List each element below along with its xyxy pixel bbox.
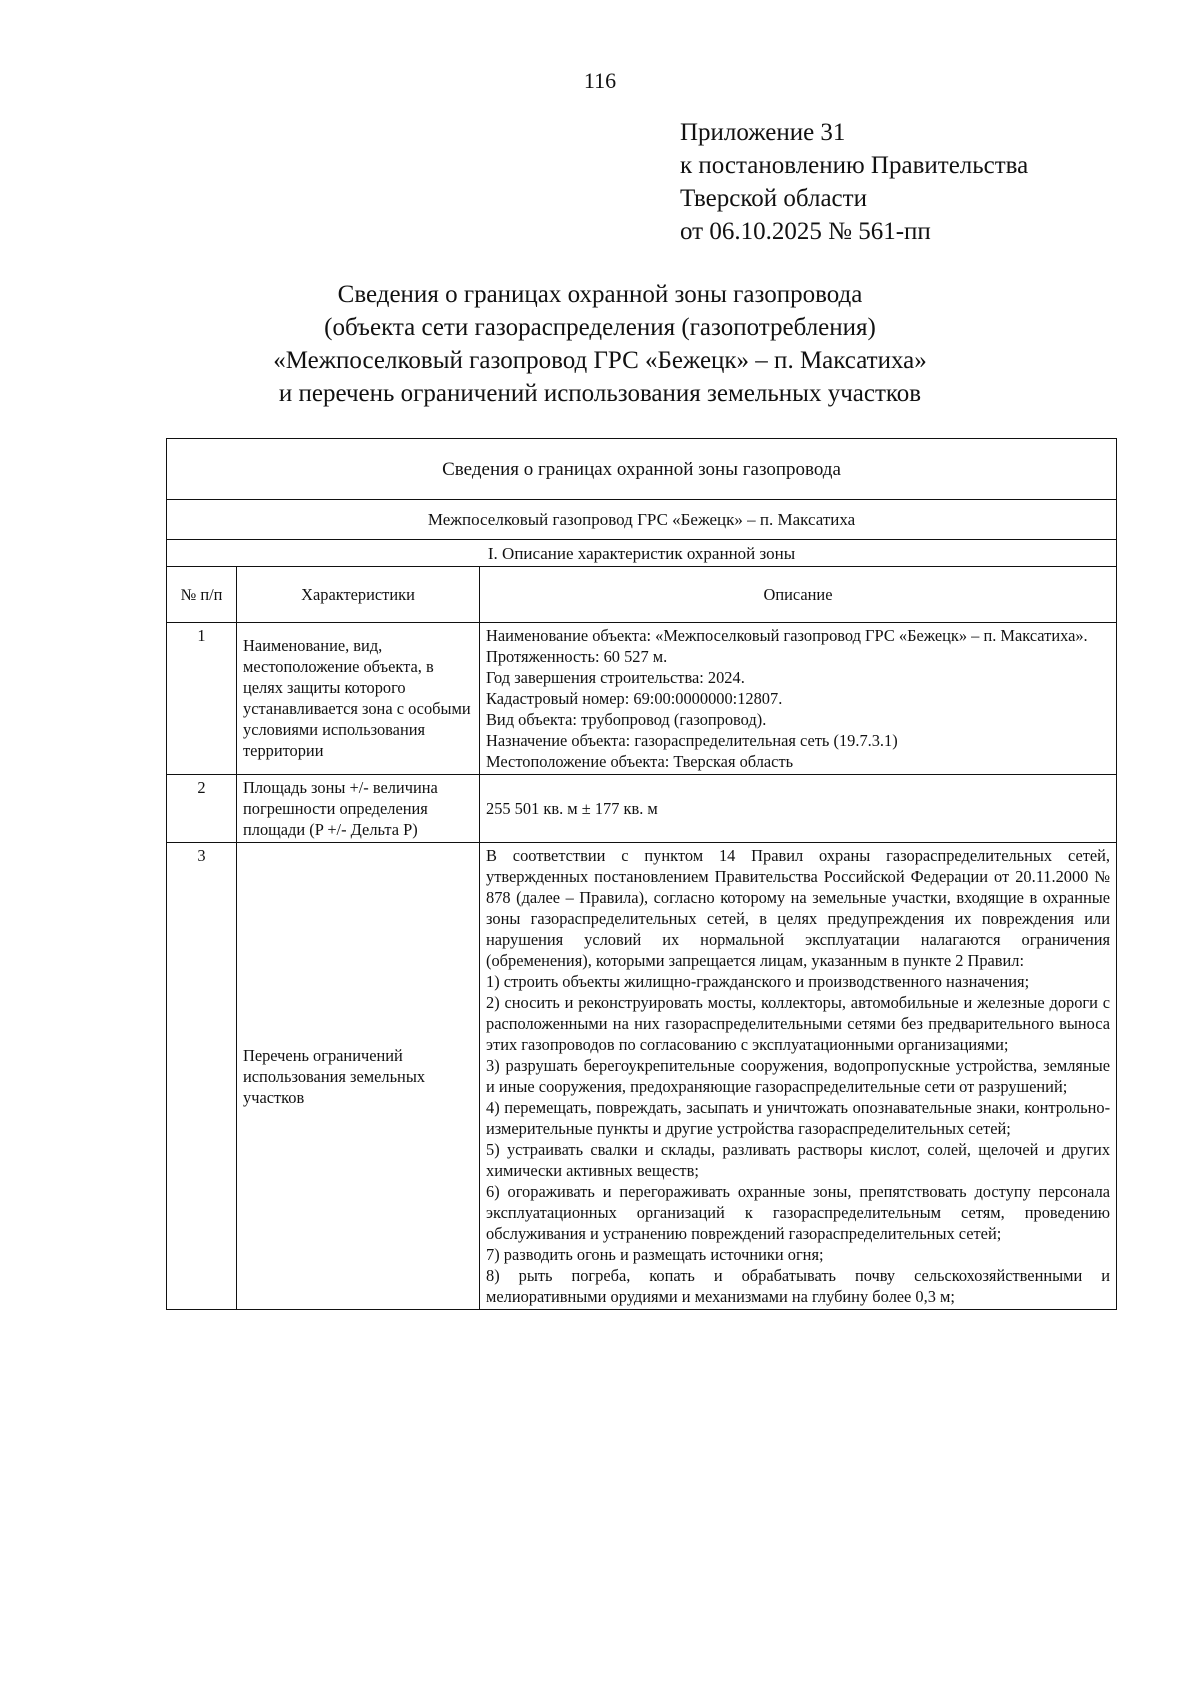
row-description (480, 623, 1117, 775)
description-paragraph: 2) сносить и реконструировать мосты, коллекторы, автомобильные и железные дороги с расположенными на них газораспределительными сетями без предварительного выноса этих газопроводов по согласованию с эксплуатационными организациями; (486, 993, 1111, 1054)
row-number: 2 (167, 775, 237, 843)
description-paragraph: 255 501 кв. м ± 177 кв. м (486, 799, 658, 818)
section-title: I. Описание характеристик охранной зоны (167, 540, 1117, 567)
title-line: Сведения о границах охранной зоны газопровода (337, 281, 863, 308)
table-row (167, 775, 1117, 843)
table-row (167, 623, 1117, 775)
description-paragraph: Год завершения строительства: 2024. (486, 668, 745, 687)
description-paragraph: Вид объекта: трубопровод (газопровод). (486, 710, 767, 729)
description-paragraph: Наименование объекта: «Межпоселковый газопровод ГРС «Бежецк» – п. Максатиха». (486, 626, 1088, 645)
page-number: 116 (583, 68, 617, 93)
column-header-number: № п/п (167, 567, 237, 623)
appendix-line: от 06.10.2025 № 561-пп (680, 218, 931, 245)
description-paragraph: Кадастровый номер: 69:00:0000000:12807. (486, 689, 783, 708)
description-paragraph: 4) перемещать, повреждать, засыпать и уничтожать опознавательные знаки, контрольно-измерительные пункты и другие устройства газораспределительных сетей; (486, 1098, 1111, 1138)
description-paragraph: В соответствии с пунктом 14 Правил охраны газораспределительных сетей, утвержденных постановлением Правительства Российской Федерации от 20.11.2000 № 878 (далее – Правила), согласно которому на земельные участки, входящие в охранные зоны газораспределительных сетей, в целях предупреждения их повреждения или нарушения условий их нормальной эксплуатации налагаются ограничения (обременения), которыми запрещается лицам, указанным в пункте 2 Правил: (486, 846, 1111, 970)
description-paragraph: Местоположение объекта: Тверская область (486, 752, 794, 771)
row-description (480, 843, 1117, 1310)
appendix-block (680, 116, 1028, 248)
description-paragraph: 8) рыть погреба, копать и обрабатывать почву сельскохозяйственными и мелиоративными орудиями и механизмами на глубину более 0,3 м; (486, 1266, 1111, 1306)
row-number: 1 (167, 623, 237, 775)
table-row (167, 843, 1117, 1310)
title-line: и перечень ограничений использования земельных участков (278, 380, 922, 407)
description-paragraph: Протяженность: 60 527 м. (486, 647, 668, 666)
column-header-description: Описание (480, 567, 1117, 623)
row-number: 3 (167, 843, 237, 1310)
title-line: «Межпоселковый газопровод ГРС «Бежецк» – п. Максатиха» (273, 347, 927, 374)
column-header-characteristics: Характеристики (237, 567, 480, 623)
table-header-object: Межпоселковый газопровод ГРС «Бежецк» – п. Максатиха (167, 500, 1117, 540)
table-header-main: Сведения о границах охранной зоны газопровода (167, 439, 1117, 500)
description-paragraph: 7) разводить огонь и размещать источники огня; (486, 1245, 824, 1264)
zone-info-table (166, 438, 1117, 1310)
appendix-line: Тверской области (680, 185, 867, 212)
row-characteristic: Перечень ограничений использования земельных участков (237, 843, 480, 1310)
description-paragraph: 6) огораживать и перегораживать охранные зоны, препятствовать доступу персонала эксплуатационных организаций к газораспределительным сетям, проведению обслуживания и устранению повреждений газораспределительных сетей; (486, 1182, 1111, 1243)
appendix-line: Приложение 31 (680, 119, 846, 146)
row-characteristic: Наименование, вид, местоположение объекта, в целях защиты которого устанавливается зона с особыми условиями использования территории (237, 623, 480, 775)
description-paragraph: 3) разрушать берегоукрепительные сооружения, водопропускные устройства, земляные и иные сооружения, предохраняющие газораспределительные сети от разрушений; (486, 1056, 1111, 1096)
title-line: (объекта сети газораспределения (газопотребления) (324, 314, 876, 341)
description-paragraph: 5) устраивать свалки и склады, разливать растворы кислот, солей, щелочей и других химически активных веществ; (486, 1140, 1111, 1180)
appendix-line: к постановлению Правительства (680, 152, 1029, 179)
description-paragraph: 1) строить объекты жилищно-гражданского и производственного назначения; (486, 972, 1030, 991)
description-paragraph: Назначение объекта: газораспределительная сеть (19.7.3.1) (486, 731, 898, 750)
document-title (140, 278, 1060, 410)
row-description (480, 775, 1117, 843)
row-characteristic: Площадь зоны +/- величина погрешности определения площади (P +/- Дельта P) (237, 775, 480, 843)
